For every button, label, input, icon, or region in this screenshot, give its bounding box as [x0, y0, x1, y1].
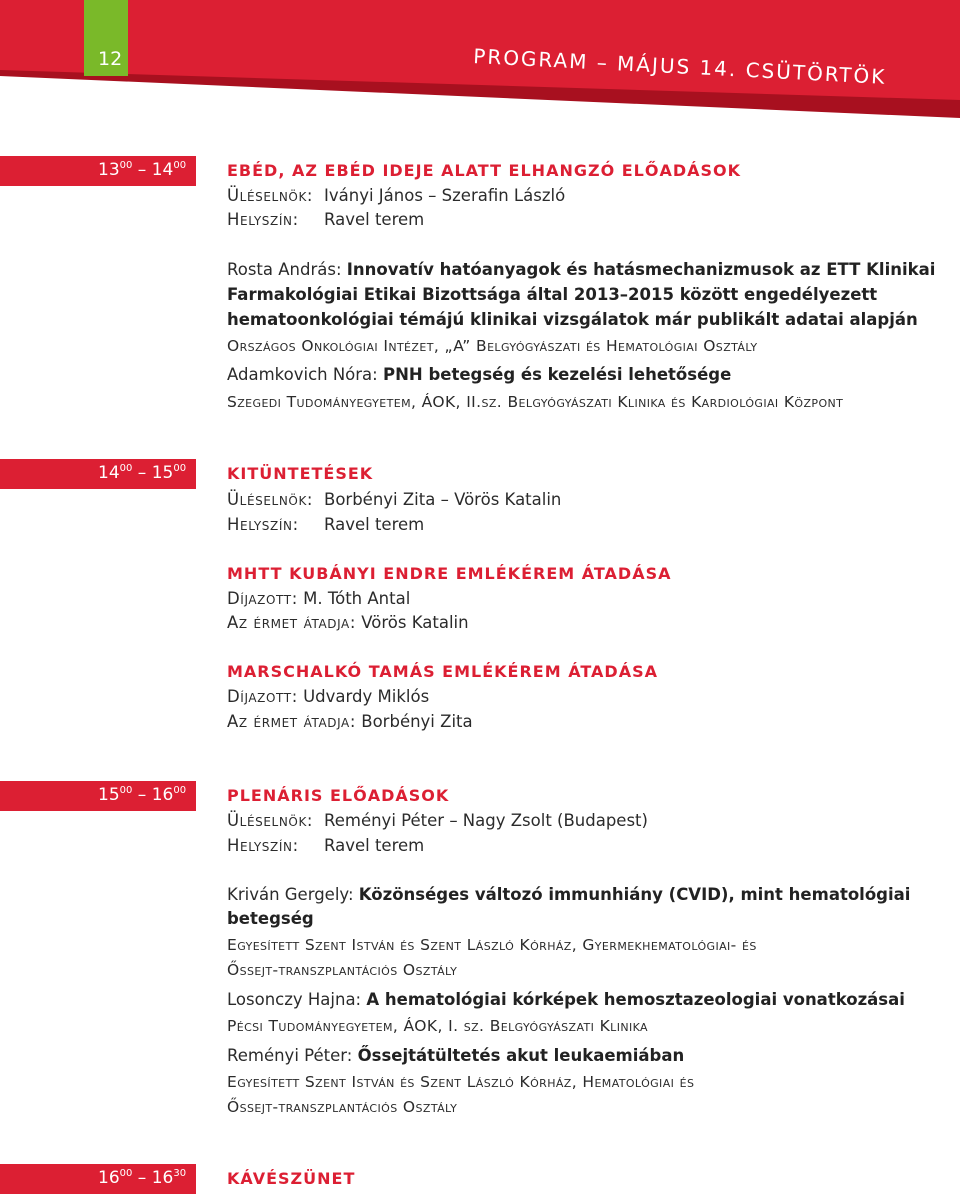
page-title: PROGRAM – MÁJUS 14. CSÜTÖRTÖK [472, 44, 887, 89]
talk-title: Közönséges változó immunhiány (CVID), mint hematológiai [358, 885, 911, 904]
awardee-name: M. Tóth Antal [303, 589, 411, 608]
session-time: $13^{00} - 14^{00}$ [98, 160, 187, 180]
session-title: PLENÁRIS ELŐADÁSOK [227, 786, 450, 805]
talk-affiliation: Őssejt-transzplantációs Osztály [227, 1098, 458, 1116]
session-title: KITÜNTETÉSEK [227, 464, 374, 483]
talk-title: hematoonkológiai témájú klinikai vizsgálatok már publikált adatai alapján [227, 310, 918, 329]
session-time: $15^{00} - 16^{00}$ [98, 785, 187, 805]
talk-affiliation: Egyesített Szent István és Szent László Kórház, Hematológiai és [227, 1073, 695, 1091]
awardee-label: Díjazott: [227, 687, 298, 706]
chair-label: Üléselnök: [227, 490, 314, 509]
presenter-name: Borbényi Zita [361, 712, 473, 731]
presenter-label: Az érmet átadja: [227, 712, 357, 731]
talk-affiliation: Országos Onkológiai Intézet, „A” Belgyógyászati és Hematológiai Osztály [227, 337, 758, 355]
venue-name: Ravel terem [324, 210, 425, 229]
talk-first-line [227, 990, 905, 1010]
chair-names: Iványi János – Szerafin László [324, 186, 566, 205]
talk-first-line [227, 885, 910, 905]
presenter-label: Az érmet átadja: [227, 613, 357, 632]
talk-title: Őssejtátültetés akut leukaemiában [357, 1046, 685, 1065]
talk-first-line [227, 1046, 684, 1066]
talk-title: A hematológiai kórképek hemosztazeologiai vonatkozásai [366, 990, 905, 1009]
talk-speaker: Reményi Péter: [227, 1046, 353, 1065]
venue-name: Ravel terem [324, 515, 425, 534]
session-title: EBÉD, AZ EBÉD IDEJE ALATT ELHANGZÓ ELŐADÁSOK [227, 161, 742, 180]
talk-title: betegség [227, 909, 314, 928]
session-time: $16^{00} - 16^{30}$ [98, 1168, 187, 1188]
session-title: KÁVÉSZÜNET [227, 1169, 356, 1188]
chair-label: Üléselnök: [227, 186, 314, 205]
page-number: 12 [98, 48, 123, 70]
talk-first-line [227, 365, 731, 385]
talk-affiliation: Egyesített Szent István és Szent László Kórház, Gyermekhematológiai- és [227, 936, 757, 954]
awardee-name: Udvardy Miklós [303, 687, 430, 706]
chair-names: Reményi Péter – Nagy Zsolt (Budapest) [324, 811, 648, 830]
session-time: $14^{00} - 15^{00}$ [98, 463, 187, 483]
venue-label: Helyszín: [227, 836, 299, 855]
presenter-name: Vörös Katalin [361, 613, 469, 632]
venue-name: Ravel terem [324, 836, 425, 855]
talk-affiliation: Pécsi Tudományegyetem, ÁOK, I. sz. Belgyógyászati Klinika [227, 1017, 648, 1035]
venue-label: Helyszín: [227, 210, 299, 229]
presenter-line [227, 613, 469, 633]
page-header [0, 0, 960, 118]
talk-affiliation: Szegedi Tudományegyetem, ÁOK, II.sz. Belgyógyászati Klinika és Kardiológiai Központ [227, 393, 844, 411]
chair-names: Borbényi Zita – Vörös Katalin [324, 490, 562, 509]
talk-speaker: Losonczy Hajna: [227, 990, 362, 1009]
talk-first-line [227, 260, 935, 280]
talk-title: PNH betegség és kezelési lehetősége [382, 365, 732, 384]
talk-title: Innovatív hatóanyagok és hatásmechanizmusok az ETT Klinikai [346, 260, 936, 279]
chair-label: Üléselnök: [227, 811, 314, 830]
award-title: MARSCHALKÓ TAMÁS EMLÉKÉREM ÁTADÁSA [227, 662, 658, 681]
awardee-label: Díjazott: [227, 589, 298, 608]
venue-label: Helyszín: [227, 515, 299, 534]
talk-affiliation: Őssejt-transzplantációs Osztály [227, 961, 458, 979]
presenter-line [227, 712, 473, 732]
awardee-line [227, 687, 429, 707]
talk-title: Farmakológiai Etikai Bizottsága által 2013–2015 között engedélyezett [227, 285, 878, 304]
talk-speaker: Rosta András: [227, 260, 342, 279]
talk-speaker: Adamkovich Nóra: [227, 365, 378, 384]
talk-speaker: Kriván Gergely: [227, 885, 354, 904]
awardee-line [227, 589, 410, 609]
award-title: MHTT KUBÁNYI ENDRE EMLÉKÉREM ÁTADÁSA [227, 564, 672, 583]
